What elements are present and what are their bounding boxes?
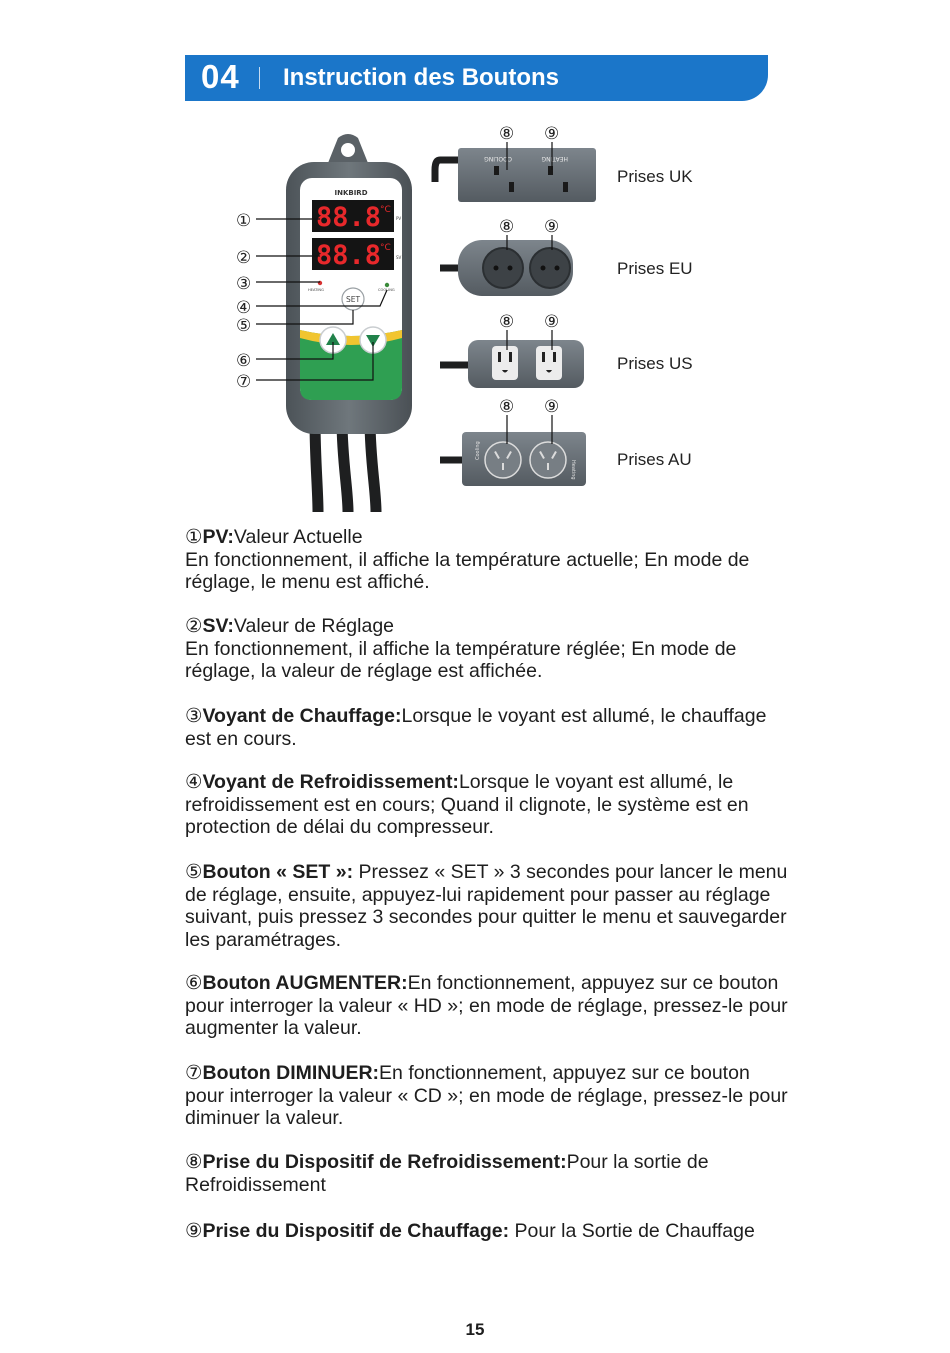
callout-2: ② <box>236 248 252 268</box>
plug-label-uk: Prises UK <box>617 167 693 186</box>
item-lead: Bouton « SET »: <box>202 861 354 883</box>
item-cooling-led <box>185 771 790 839</box>
item-set-button <box>185 861 790 951</box>
item-number: ① <box>185 526 203 548</box>
plug-eu-callout-8: ⑧ <box>499 217 515 237</box>
item-text: Lorsque le voyant est allumé, le refroidissement est en cours; Quand il clignote, le système est en protection de délai du compresseur. <box>185 771 749 838</box>
brand-logo: INKBIRD <box>334 189 368 197</box>
plug-label-us: Prises US <box>617 354 693 373</box>
item-text: Lorsque le voyant est allumé, le chauffage est en cours. <box>185 705 767 750</box>
item-number: ⑧ <box>185 1151 203 1173</box>
item-lead: PV: <box>202 526 234 548</box>
section-header <box>185 55 768 101</box>
uk-tag-heating: HEATING <box>541 155 568 162</box>
item-text: En fonctionnement, appuyez sur ce bouton pour interroger la valeur « HD »; en mode de réglage, pressez-le pour augmenter la valeur. <box>185 972 788 1039</box>
item-heating-led <box>185 705 790 750</box>
plug-us-callout-9: ⑨ <box>544 312 560 332</box>
plug-label-eu: Prises EU <box>617 259 693 278</box>
item-lead: SV: <box>202 615 234 637</box>
au-tag-cooling: Cooling <box>475 441 481 460</box>
plug-uk-callout-9: ⑨ <box>544 124 560 144</box>
pv-display: 88.8 <box>316 202 382 233</box>
item-text: Valeur de Réglage <box>233 615 395 637</box>
item-body: En fonctionnement, il affiche la température actuelle; En mode de réglage, le menu est affiché. <box>185 548 750 593</box>
sv-display: 88.8 <box>316 240 382 271</box>
item-lead: Bouton AUGMENTER: <box>202 972 408 994</box>
item-lead: Bouton DIMINUER: <box>202 1062 380 1084</box>
item-down-button <box>185 1062 790 1130</box>
cooling-tag: COOLING <box>378 288 395 292</box>
item-number: ⑤ <box>185 861 203 883</box>
plug-us-callout-8: ⑧ <box>499 312 515 332</box>
callout-6: ⑥ <box>236 351 252 371</box>
section-number: 04 <box>201 58 240 95</box>
item-text: Pressez « SET » 3 secondes pour lancer le menu de réglage, ensuite, appuyez-lui rapidement pour passer au réglage suivant, puis pressez 3 secondes pour quitter le menu et sauvegarder les paramétrages. <box>185 861 788 951</box>
item-sv <box>185 615 790 683</box>
set-button-label: SET <box>345 295 361 304</box>
callout-7: ⑦ <box>236 372 252 392</box>
item-lead: Prise du Dispositif de Chauffage: <box>202 1220 510 1242</box>
item-number: ③ <box>185 705 203 727</box>
item-heating-socket <box>185 1220 790 1243</box>
item-text: En fonctionnement, appuyez sur ce bouton pour interroger la valeur « CD »; en mode de réglage, pressez-le pour diminuer la valeur. <box>185 1062 788 1129</box>
plug-au-callout-8: ⑧ <box>499 397 515 417</box>
item-number: ② <box>185 615 203 637</box>
item-number: ④ <box>185 771 203 793</box>
plug-eu-callout-9: ⑨ <box>544 217 560 237</box>
callout-4: ④ <box>236 298 252 318</box>
item-number: ⑨ <box>185 1220 203 1242</box>
plug-au-callout-9: ⑨ <box>544 397 560 417</box>
item-text: Pour la sortie de Refroidissement <box>185 1151 709 1196</box>
sv-unit: °C <box>380 243 391 253</box>
item-lead: Prise du Dispositif de Refroidissement: <box>202 1151 567 1173</box>
item-number: ⑥ <box>185 972 203 994</box>
item-text: Pour la Sortie de Chauffage <box>509 1220 755 1242</box>
item-lead: Voyant de Refroidissement: <box>202 771 459 793</box>
plug-uk-callout-8: ⑧ <box>499 124 515 144</box>
pv-tag: PV <box>396 216 402 221</box>
item-up-button <box>185 972 790 1040</box>
uk-tag-cooling: COOLING <box>484 155 512 162</box>
controller-figure <box>230 120 750 512</box>
callout-1: ① <box>236 211 252 231</box>
cooling-led <box>385 283 389 287</box>
header-divider <box>259 67 260 89</box>
plug-label-au: Prises AU <box>617 450 692 469</box>
callout-5: ⑤ <box>236 316 252 336</box>
sv-tag: SV <box>396 255 402 260</box>
au-tag-heating: Heating <box>570 460 576 480</box>
pv-unit: °C <box>380 205 391 215</box>
item-number: ⑦ <box>185 1062 203 1084</box>
heating-tag: HEATING <box>308 288 324 292</box>
item-lead: Voyant de Chauffage: <box>202 705 402 727</box>
callout-3: ③ <box>236 274 252 294</box>
item-pv <box>185 526 790 594</box>
page-number: 15 <box>465 1320 485 1339</box>
section-title: Instruction des Boutons <box>283 64 559 91</box>
item-body: En fonctionnement, il affiche la température réglée; En mode de réglage, la valeur de réglage est affichée. <box>185 637 737 682</box>
item-text: Valeur Actuelle <box>233 526 363 548</box>
item-cooling-socket <box>185 1151 790 1196</box>
